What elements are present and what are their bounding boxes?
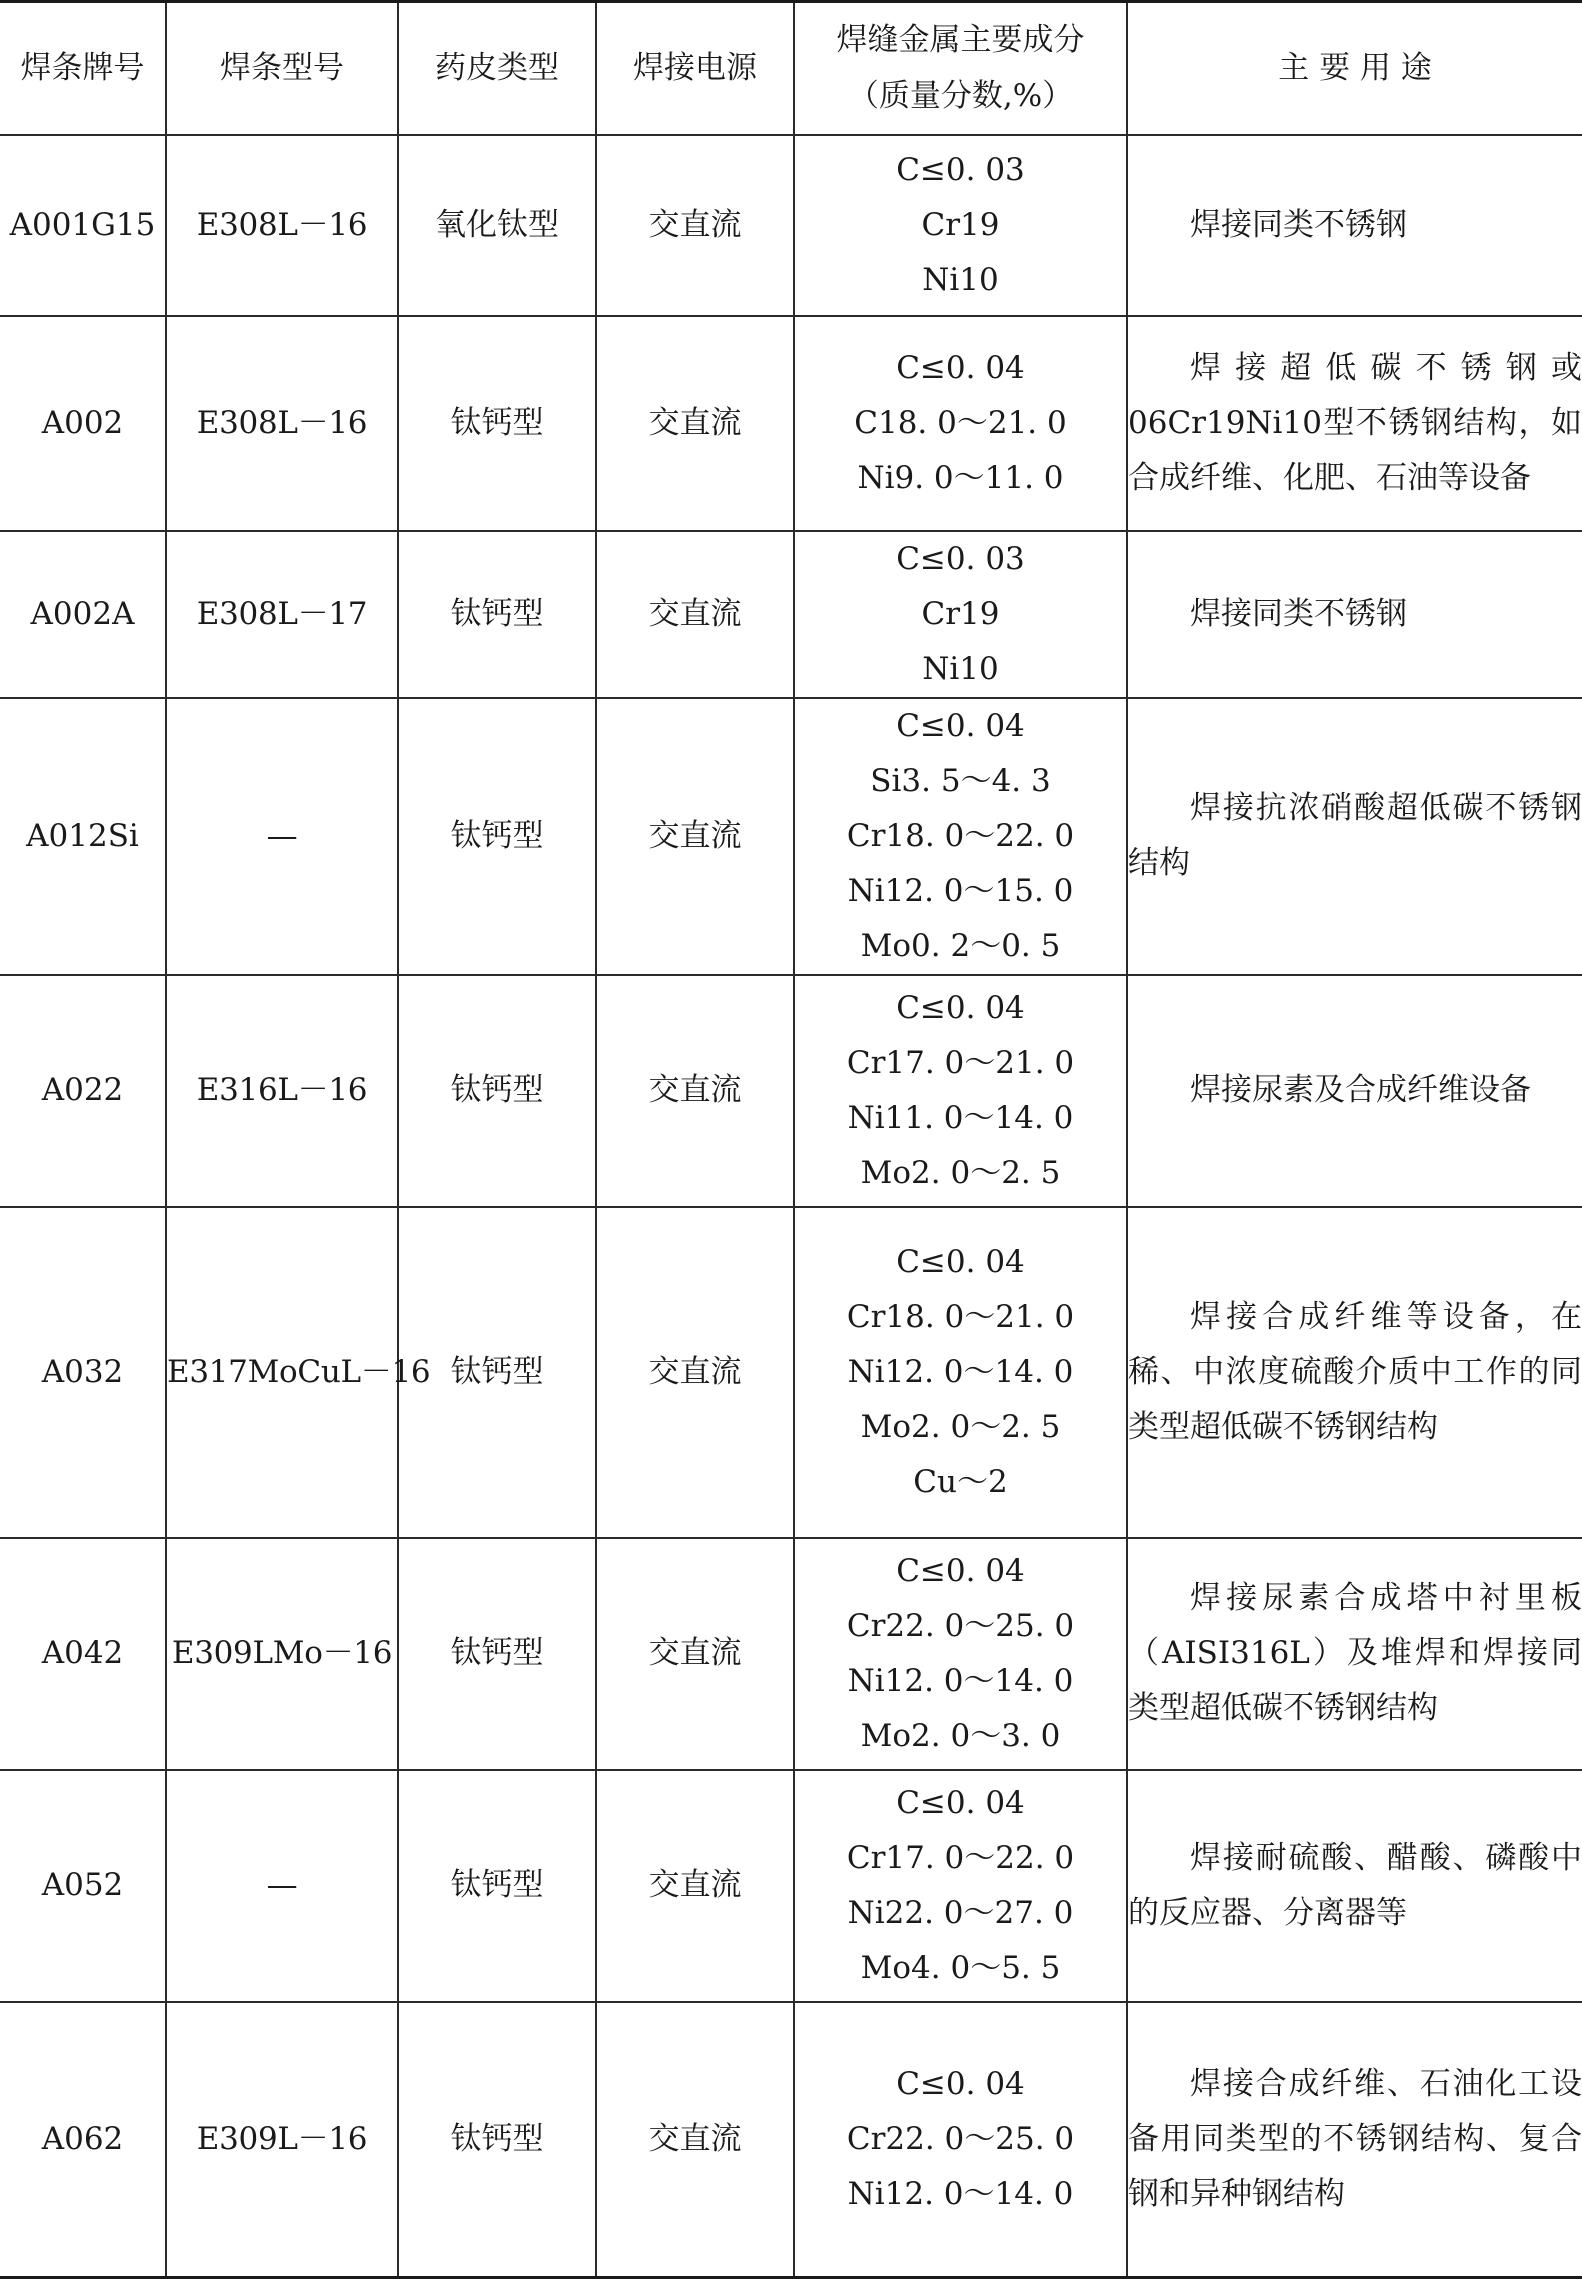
composition-line: Ni11. 0～14. 0 xyxy=(847,1099,1074,1136)
composition-line: Ni12. 0～15. 0 xyxy=(847,872,1074,909)
usage-cell xyxy=(1127,135,1582,316)
table-row xyxy=(0,1538,1582,1770)
header-brand: 焊条牌号 xyxy=(0,2,166,135)
composition-cell xyxy=(794,1770,1127,2002)
usage-text: 焊接合成纤维等设备，在稀、中浓度硫酸介质中工作的同类型超低碳不锈钢结构 xyxy=(1128,1298,1582,1445)
electrode-brand-cell: A022 xyxy=(0,975,166,1207)
composition-line: Ni12. 0～14. 0 xyxy=(847,1662,1074,1699)
table-row xyxy=(0,698,1582,975)
composition-line: Ni9. 0～11. 0 xyxy=(857,459,1064,496)
composition-line: C≤0. 04 xyxy=(896,1552,1025,1589)
usage-cell xyxy=(1127,2002,1582,2278)
electrode-brand-cell: A002 xyxy=(0,316,166,531)
usage-text: 焊接同类不锈钢 xyxy=(1190,206,1407,243)
power-source-cell: 交直流 xyxy=(596,531,794,698)
composition-line: Cr18. 0～22. 0 xyxy=(846,817,1075,854)
usage-text: 焊接尿素及合成纤维设备 xyxy=(1190,1072,1531,1108)
composition-line: Cr17. 0～21. 0 xyxy=(846,1044,1075,1081)
composition-line: Cr18. 0～21. 0 xyxy=(846,1298,1075,1335)
coating-type-cell: 钛钙型 xyxy=(398,698,596,975)
composition-line: Ni10 xyxy=(922,261,999,298)
electrode-brand-cell: A001G15 xyxy=(0,135,166,316)
electrode-brand-cell: A012Si xyxy=(0,698,166,975)
composition-cell xyxy=(794,1538,1127,1770)
coating-type-cell: 钛钙型 xyxy=(398,316,596,531)
electrode-brand-cell: A052 xyxy=(0,1770,166,2002)
electrode-model-cell: E316L－16 xyxy=(166,975,398,1207)
usage-cell xyxy=(1127,316,1582,531)
usage-text: 焊接耐硫酸、醋酸、磷酸中的反应器、分离器等 xyxy=(1128,1839,1582,1931)
header-row xyxy=(0,2,1582,135)
composition-line: Ni10 xyxy=(922,650,999,687)
composition-line: Cr17. 0～22. 0 xyxy=(846,1839,1075,1876)
composition-line: Mo0. 2～0. 5 xyxy=(860,927,1061,964)
composition-line: Si3. 5～4. 3 xyxy=(870,762,1051,799)
usage-text: 焊接抗浓硝酸超低碳不锈钢结构 xyxy=(1128,790,1582,881)
electrode-model-cell: E309L－16 xyxy=(166,2002,398,2278)
power-source-cell: 交直流 xyxy=(596,1207,794,1538)
header-composition-title: 焊缝金属主要成分 xyxy=(836,22,1085,59)
power-source-cell: 交直流 xyxy=(596,2002,794,2278)
usage-cell xyxy=(1127,1538,1582,1770)
composition-line: Cr22. 0～25. 0 xyxy=(846,2120,1075,2157)
electrode-brand-cell: A002A xyxy=(0,531,166,698)
electrode-model-cell: E308L－17 xyxy=(166,531,398,698)
usage-text: 焊接尿素合成塔中衬里板（AISI316L）及堆焊和焊接同类型超低碳不锈钢结构 xyxy=(1128,1580,1582,1726)
coating-type-cell: 氧化钛型 xyxy=(398,135,596,316)
table-row xyxy=(0,531,1582,698)
composition-line: Mo4. 0～5. 5 xyxy=(860,1949,1061,1986)
electrode-model-cell: — xyxy=(166,1770,398,2002)
composition-line: C≤0. 04 xyxy=(896,1243,1025,1280)
table-row xyxy=(0,2002,1582,2278)
composition-line: Cu～2 xyxy=(913,1463,1008,1500)
usage-cell xyxy=(1127,1207,1582,1538)
table-row xyxy=(0,1207,1582,1538)
composition-line: Ni22. 0～27. 0 xyxy=(847,1894,1074,1931)
header-composition-unit: （质量分数,%） xyxy=(847,78,1074,115)
composition-cell xyxy=(794,316,1127,531)
power-source-cell: 交直流 xyxy=(596,135,794,316)
composition-cell xyxy=(794,2002,1127,2278)
usage-cell xyxy=(1127,698,1582,975)
electrode-model-cell: E308L－16 xyxy=(166,316,398,531)
table-body xyxy=(0,135,1582,2278)
composition-line: Mo2. 0～2. 5 xyxy=(860,1408,1061,1445)
power-source-cell: 交直流 xyxy=(596,698,794,975)
power-source-cell: 交直流 xyxy=(596,316,794,531)
composition-cell xyxy=(794,1207,1127,1538)
electrode-model-cell: E308L－16 xyxy=(166,135,398,316)
electrode-model-cell: — xyxy=(166,698,398,975)
composition-line: Ni12. 0～14. 0 xyxy=(847,1353,1074,1390)
usage-cell xyxy=(1127,531,1582,698)
table-row xyxy=(0,975,1582,1207)
composition-line: C≤0. 04 xyxy=(896,707,1025,744)
power-source-cell: 交直流 xyxy=(596,975,794,1207)
coating-type-cell: 钛钙型 xyxy=(398,2002,596,2278)
composition-line: Mo2. 0～3. 0 xyxy=(860,1717,1061,1754)
header-coating: 药皮类型 xyxy=(398,2,596,135)
composition-line: C≤0. 04 xyxy=(896,2065,1025,2102)
composition-line: C≤0. 03 xyxy=(896,540,1025,577)
coating-type-cell: 钛钙型 xyxy=(398,531,596,698)
header-power: 焊接电源 xyxy=(596,2,794,135)
usage-text: 焊接超低碳不锈钢或06Cr19Ni10型不锈钢结构，如合成纤维、化肥、石油等设备 xyxy=(1128,349,1582,496)
electrode-model-cell: E317MoCuL－16 xyxy=(166,1207,398,1538)
composition-line: C≤0. 04 xyxy=(896,989,1025,1026)
composition-line: Mo2. 0～2. 5 xyxy=(860,1154,1061,1191)
header-composition xyxy=(794,2,1127,135)
usage-cell xyxy=(1127,975,1582,1207)
usage-text: 焊接同类不锈钢 xyxy=(1190,595,1407,632)
composition-line: Cr19 xyxy=(921,595,1000,632)
composition-line: Cr19 xyxy=(921,206,1000,243)
composition-cell xyxy=(794,698,1127,975)
coating-type-cell: 钛钙型 xyxy=(398,1770,596,2002)
table-row xyxy=(0,316,1582,531)
composition-cell xyxy=(794,531,1127,698)
composition-line: C≤0. 04 xyxy=(896,1784,1025,1821)
composition-cell xyxy=(794,135,1127,316)
table-row xyxy=(0,1770,1582,2002)
power-source-cell: 交直流 xyxy=(596,1770,794,2002)
coating-type-cell: 钛钙型 xyxy=(398,975,596,1207)
header-model: 焊条型号 xyxy=(166,2,398,135)
electrode-brand-cell: A042 xyxy=(0,1538,166,1770)
coating-type-cell: 钛钙型 xyxy=(398,1538,596,1770)
electrode-brand-cell: A032 xyxy=(0,1207,166,1538)
composition-line: C18. 0～21. 0 xyxy=(854,404,1067,441)
composition-line: C≤0. 03 xyxy=(896,151,1025,188)
composition-cell xyxy=(794,975,1127,1207)
coating-type-cell: 钛钙型 xyxy=(398,1207,596,1538)
usage-cell xyxy=(1127,1770,1582,2002)
electrode-brand-cell: A062 xyxy=(0,2002,166,2278)
header-usage: 主 要 用 途 xyxy=(1127,2,1582,135)
composition-line: Cr22. 0～25. 0 xyxy=(846,1607,1075,1644)
electrode-model-cell: E309LMo－16 xyxy=(166,1538,398,1770)
composition-line: Ni12. 0～14. 0 xyxy=(847,2175,1074,2212)
table-row xyxy=(0,135,1582,316)
power-source-cell: 交直流 xyxy=(596,1538,794,1770)
composition-line: C≤0. 04 xyxy=(896,349,1025,386)
usage-text: 焊接合成纤维、石油化工设备用同类型的不锈钢结构、复合钢和异种钢结构 xyxy=(1128,2065,1582,2212)
